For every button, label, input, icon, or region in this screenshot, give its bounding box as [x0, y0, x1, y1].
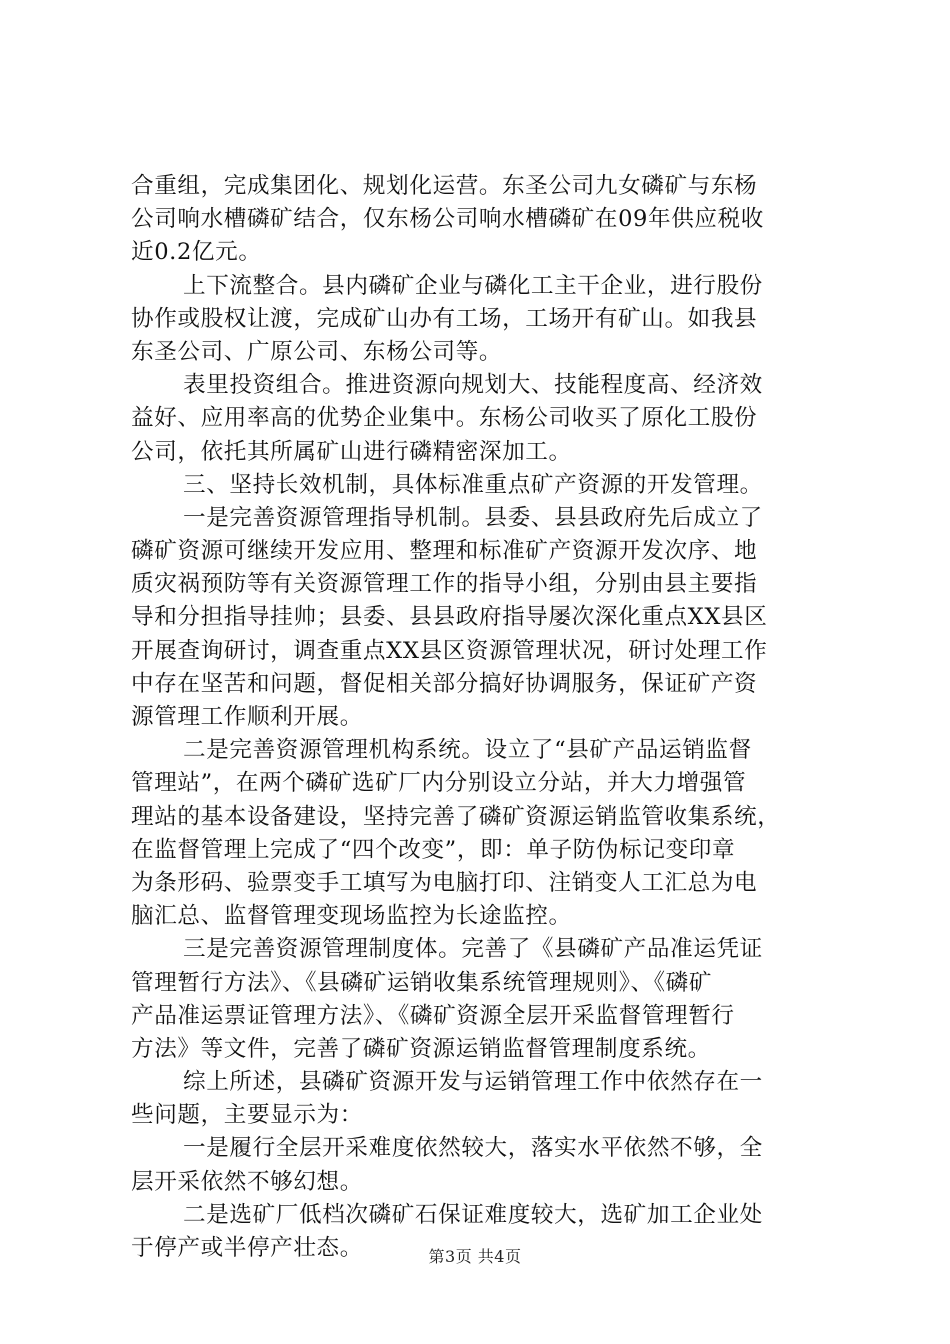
page-footer: 第3页 共4页 [428, 1247, 522, 1266]
text-line: 公司响水槽磷矿结合，仅东杨公司响水槽磷矿在09年供应税收 [131, 206, 764, 233]
document-body [131, 170, 831, 1265]
text-line: 管理站”，在两个磷矿选矿厂内分别设立分站，并大力增强管 [131, 770, 747, 797]
text-line: 东圣公司、广原公司、东杨公司等。 [131, 338, 503, 365]
text-line: 理站的基本设备建设，坚持完善了磷矿资源运销监管收集系统， [131, 803, 781, 830]
text-line: 层开采依然不够幻想。 [131, 1168, 363, 1195]
text-line: 合重组，完成集团化、规划化运营。东圣公司九女磷矿与东杨 [131, 173, 758, 199]
text-line: 一是完善资源管理指导机制。县委、县县政府先后成立了 [183, 504, 763, 531]
text-line: 质灾祸预防等有关资源管理工作的指导小组，分别由县主要指 [131, 571, 758, 598]
text-line: 二是选矿厂低档次磷矿石保证难度较大，选矿加工企业处 [183, 1201, 763, 1228]
text-line: 管理暂行方法》、《县磷矿运销收集系统管理规则》、《磷矿 [131, 969, 713, 996]
text-line: 协作或股权让渡，完成矿山办有工场，工场开有矿山。如我县 [131, 305, 758, 332]
text-line: 导和分担指导挂帅；县委、县县政府指导屡次深化重点XX县区 [131, 604, 768, 631]
text-line: 一是履行全层开采难度依然较大，落实水平依然不够，全 [183, 1135, 763, 1162]
text-line: 为条形码、验票变手工填写为电脑打印、注销变人工汇总为电 [131, 869, 758, 896]
text-line: 二是完善资源管理机构系统。设立了“县矿产品运销监督 [183, 737, 752, 764]
text-line: 脑汇总、监督管理变现场监控为长途监控。 [131, 903, 572, 930]
text-line: 源管理工作顺利开展。 [131, 704, 363, 730]
text-line: 开展查询研讨，调查重点XX县区资源管理状况，研讨处理工作 [131, 637, 768, 664]
text-line: 磷矿资源可继续开发应用、整理和标准矿产资源开发次序、地 [131, 538, 758, 565]
text-line: 上下流整合。县内磷矿企业与磷化工主干企业，进行股份 [183, 272, 763, 299]
text-line: 公司，依托其所属矿山进行磷精密深加工。 [131, 438, 572, 465]
text-line: 三、坚持长效机制，具体标准重点矿产资源的开发管理。 [183, 471, 763, 498]
text-line: 近0.2亿元。 [131, 239, 262, 266]
text-line: 综上所述，县磷矿资源开发与运销管理工作中依然存在一 [183, 1069, 763, 1096]
text-line: 三是完善资源管理制度体。完善了《县磷矿产品准运凭证 [183, 936, 763, 963]
text-line: 在监督管理上完成了“四个改变”，即：单子防伪标记变印章 [131, 836, 736, 863]
text-line: 益好、应用率高的优势企业集中。东杨公司收买了原化工股份 [131, 405, 758, 432]
text-line: 表里投资组合。推进资源向规划大、技能程度高、经济效 [183, 372, 763, 399]
text-line: 产品准运票证管理方法》、《磷矿资源全层开采监督管理暂行 [131, 1002, 735, 1029]
text-line: 些问题，主要显示为： [131, 1102, 363, 1129]
text-line: 于停产或半停产壮态。 [131, 1235, 363, 1261]
text-line: 方法》等文件，完善了磷矿资源运销监督管理制度系统。 [131, 1035, 711, 1062]
text-line: 中存在坚苦和问题，督促相关部分搞好协调服务，保证矿产资 [131, 670, 758, 697]
